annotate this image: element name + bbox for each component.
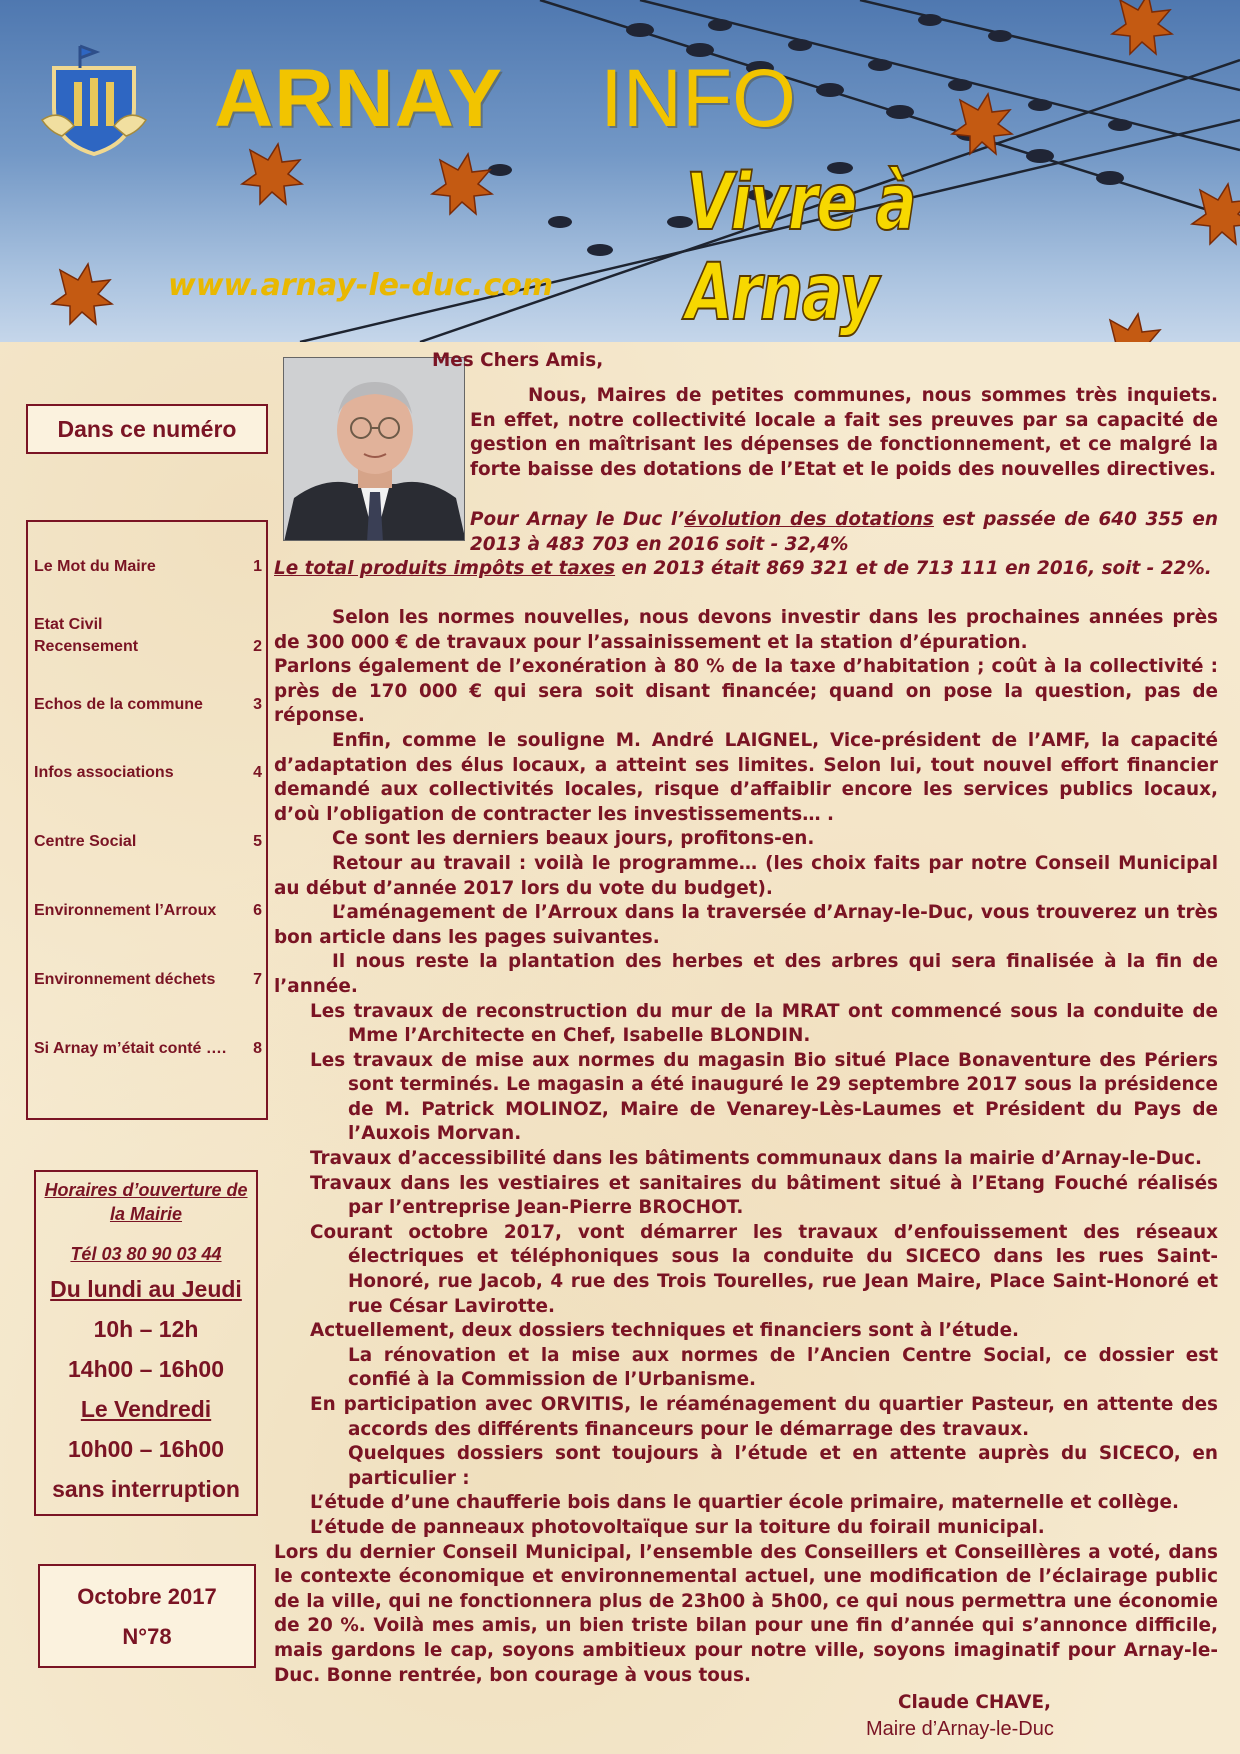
hours-slot-afternoon: 14h00 – 16h00 — [67, 1356, 224, 1382]
toc-item-page: 1 — [253, 558, 262, 575]
hours-note: sans interruption — [52, 1476, 240, 1502]
header-banner — [0, 0, 1240, 342]
toc-item-label: Environnement déchets — [34, 971, 216, 988]
town-crest-logo — [40, 38, 148, 156]
letter-paragraph: Les travaux de reconstruction du mur de la MRAT ont commencé sous la conduite de Mme l’Architecte en Chef, Isabelle BLONDIN. — [310, 1000, 1218, 1047]
letter-paragraph: La rénovation et la mise aux normes de l’Ancien Centre Social, ce dossier est confié à la Commission de l’Urbanisme. — [348, 1344, 1218, 1391]
toc-item-page: 7 — [253, 971, 262, 988]
toc-item[interactable] — [34, 694, 264, 716]
toc-item-label: Etat Civil Recensement — [34, 616, 139, 655]
masthead-title-light: INFO — [600, 53, 796, 144]
toc-item-page: 4 — [253, 764, 262, 781]
toc-item-page: 5 — [253, 833, 262, 850]
letter-paragraph: Quelques dossiers sont toujours à l’étude et en attente auprès du SICECO, en particulier : — [348, 1443, 1218, 1489]
total-taxes-paragraph — [274, 557, 1218, 582]
letter-paragraph: Courant octobre 2017, vont démarrer les travaux d’enfouissement des réseaux électriques et téléphoniques sous la conduite du SICECO dans les rues Saint-Honoré, rue Jacob, 4 rue des Trois Tourelles, rue Jean Maire, Place Saint-Honoré et rue César Lavirotte. — [310, 1221, 1218, 1317]
mayor-portrait-photo — [283, 357, 465, 541]
opening-hours-box — [34, 1170, 258, 1516]
issue-number: N°78 — [122, 1624, 172, 1649]
toc-item-page: 8 — [253, 1040, 262, 1057]
phone-number[interactable]: Tél 03 80 90 03 44 — [70, 1244, 222, 1264]
letter-paragraph: Parlons également de l’exonération à 80 % de la taxe d’habitation ; coût à la collectivité : près de 170 000 € qui sera soit disant financée; quand on pose la question, pas de réponse. — [274, 656, 1218, 727]
letter-paragraph: Selon les normes nouvelles, nous devons investir dans les prochaines années près de 300 000 € de travaux pour l’assainissement et la station d’épuration. — [274, 607, 1218, 653]
toc-item-label: Infos associations — [34, 764, 174, 781]
dotations-paragraph — [470, 508, 1218, 557]
letter-paragraph: L’étude de panneaux photovoltaïque sur la toiture du foirail municipal. — [310, 1516, 1045, 1538]
toc-item-page: 2 — [253, 638, 262, 655]
letter-paragraph: L’aménagement de l’Arroux dans la traversée d’Arnay-le-Duc, vous trouverez un très bon article dans les pages suivantes. — [274, 902, 1218, 948]
website-url[interactable]: www.arnay-le-duc.com — [168, 268, 554, 303]
toc-item[interactable] — [34, 969, 264, 991]
dotations-link: évolution des dotations — [684, 509, 934, 530]
signature-name: Claude CHAVE, — [898, 1692, 1051, 1713]
dotations-prefix: Pour Arnay le Duc l’ — [470, 509, 685, 530]
letter-paragraph: En participation avec ORVITIS, le réaménagement du quartier Pasteur, en attente des accords des différents financeurs pour le démarrage des travaux. — [310, 1394, 1218, 1440]
issue-info-box — [38, 1564, 256, 1668]
letter-paragraph: L’étude d’une chaufferie bois dans le quartier école primaire, maternelle et collège. — [310, 1492, 1180, 1514]
letter-body — [274, 606, 1218, 1688]
table-of-contents — [26, 520, 268, 1120]
toc-item[interactable] — [34, 831, 264, 853]
letter-greeting: Mes Chers Amis, — [432, 350, 604, 371]
letter-paragraph: Enfin, comme le souligne M. André LAIGNEL, Vice-président de l’AMF, la capacité d’adaptation des élus locaux, a atteint ses limites. Selon lui, tout nouvel effort financier demandé aux collectivités locales, risque d’affaiblir encore les services publics locaux, d’où l’obligation de contracter les investissements… . — [274, 729, 1218, 825]
letter-paragraph: Actuellement, deux dossiers techniques et financiers sont à l’étude. — [310, 1320, 1020, 1342]
letter-paragraph: Retour au travail : voilà le programme… (les choix faits par notre Conseil Municipal au début d’année 2017 lors du vote du budget). — [274, 852, 1218, 899]
toc-item-label: Centre Social — [34, 833, 137, 850]
letter-paragraph: Ce sont les derniers beaux jours, profitons-en. — [332, 828, 815, 850]
letter-intro: Nous, Maires de petites communes, nous sommes très inquiets. En effet, notre collectivité locale a fait ses preuves par sa capacité de gestion en maîtrisant les dépenses de fonctionnement, et ce malgré la forte baisse des dotations de l’Etat et le poids des nouvelles directives. — [470, 385, 1218, 480]
total-taxes-label: Le total produits impôts et taxes — [274, 558, 616, 579]
masthead-title-bold: ARNAY — [214, 53, 504, 144]
toc-item[interactable] — [34, 556, 264, 578]
letter-paragraph: Lors du dernier Conseil Municipal, l’ensemble des Conseillers et Conseillères a voté, dans le contexte économique et environnemental actuel, une modification de l’éclairage public de la ville, qui ne fonctionnera plus de 23h00 à 5h00, ce qui nous permettra une économie de 20 %. Voilà mes amis, un bien triste bilan pour une fin d’année qui s’annonce difficile, mais gardons le cap, soyons ambitieux pour notre ville, soyons imaginatif pour Arnay-le-Duc. Bonne rentrée, bon courage à vous tous. — [274, 1541, 1218, 1686]
letter-paragraph: Travaux dans les vestiaires et sanitaires du bâtiment situé à l’Etang Fouché réalisés par l’entreprise Jean-Pierre BROCHOT. — [310, 1172, 1218, 1219]
signature-role: Maire d’Arnay-le-Duc — [866, 1718, 1054, 1740]
toc-item[interactable] — [34, 614, 264, 658]
in-this-issue-heading: Dans ce numéro — [26, 404, 268, 454]
dotations-suffix: est passée de 640 355 en 2013 à 483 703 en 2016 soit - 32,4% — [470, 509, 1218, 555]
toc-item-label: Echos de la commune — [34, 696, 203, 713]
toc-item[interactable] — [34, 1038, 264, 1060]
opening-hours-title: Horaires d’ouverture de la Mairie — [44, 1180, 248, 1224]
hours-slot-friday: 10h00 – 16h00 — [67, 1436, 224, 1462]
toc-item-label: Si Arnay m’était conté …. — [34, 1040, 227, 1057]
issue-date: Octobre 2017 — [77, 1584, 217, 1609]
toc-item[interactable] — [34, 762, 264, 784]
toc-item-label: Environnement l’Arroux — [34, 902, 217, 919]
toc-item-page: 6 — [253, 902, 262, 919]
letter-paragraph: Travaux d’accessibilité dans les bâtiments communaux dans la mairie d’Arnay-le-Duc. — [310, 1148, 1202, 1170]
hours-slot-morning: 10h – 12h — [93, 1316, 199, 1342]
masthead-subtitle: Vivre à Arnay — [686, 158, 916, 338]
toc-item-label: Le Mot du Maire — [34, 558, 156, 575]
total-taxes-values: en 2013 était 869 321 et de 713 111 en 2016, soit - 22%. — [615, 558, 1212, 579]
letter-paragraph: Il nous reste la plantation des herbes et des arbres qui sera finalisée à la fin de l’année. — [274, 951, 1218, 997]
weekday-label: Du lundi au Jeudi — [50, 1276, 242, 1302]
toc-item-page: 3 — [253, 696, 262, 713]
toc-item[interactable] — [34, 900, 264, 922]
friday-label: Le Vendredi — [80, 1396, 212, 1422]
letter-paragraph: Les travaux de mise aux normes du magasin Bio situé Place Bonaventure des Périers sont terminés. Le magasin a été inauguré le 29 septembre 2017 sous la présidence de M. Patrick MOLINOZ, Maire de Venarey-Lès-Laumes et Président du Pays de l’Auxois Morvan. — [310, 1049, 1218, 1145]
